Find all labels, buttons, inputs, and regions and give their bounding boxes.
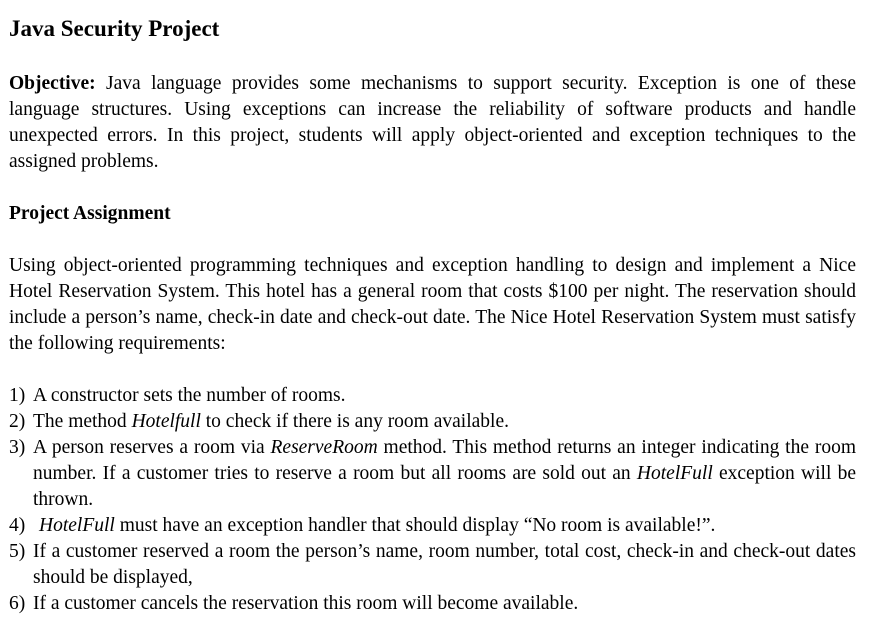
requirement-number: 5) xyxy=(9,541,26,562)
requirement-number: 1) xyxy=(9,385,26,406)
requirement-text-pre: The method xyxy=(33,411,132,432)
objective-paragraph xyxy=(9,71,856,175)
requirement-text-post: to check if there is any room available. xyxy=(200,411,509,432)
requirement-item xyxy=(9,435,856,513)
requirement-text-pre: A person reserves a room via xyxy=(33,437,271,458)
exception-name: HotelFull xyxy=(636,463,713,484)
requirement-number: 3) xyxy=(9,437,26,458)
assignment-heading: Project Assignment xyxy=(9,203,171,224)
page-title: Java Security Project xyxy=(9,16,220,41)
requirements-list xyxy=(9,383,856,617)
requirement-number: 4) xyxy=(9,515,26,536)
requirement-item xyxy=(9,409,856,435)
requirement-text-post: exception will be thrown. xyxy=(33,463,857,510)
requirement-text-mid: method. This method returns an integer indicating the room number. If a customer tries to reserve a room but all rooms are sold out an xyxy=(33,437,856,484)
method-name: ReserveRoom xyxy=(270,437,378,458)
requirement-item xyxy=(9,383,856,409)
requirement-number: 2) xyxy=(9,411,26,432)
requirement-text-post: must have an exception handler that should display “No room is available!”. xyxy=(114,515,716,536)
requirement-text: A constructor sets the number of rooms. xyxy=(33,385,346,406)
exception-name: HotelFull xyxy=(39,515,115,536)
requirement-item xyxy=(9,591,856,617)
assignment-intro: Using object-oriented programming techniques and exception handling to design and implement a Nice Hotel Reservation System. This hotel has a general room that costs $100 per night. The reservation should include a person’s name, check-in date and check-out date. The Nice Hotel Reservation System must satisfy the following requirements: xyxy=(9,255,856,354)
requirement-number: 6) xyxy=(9,593,26,614)
requirement-item xyxy=(9,513,856,539)
method-name: Hotelfull xyxy=(131,411,201,432)
objective-label: Objective: xyxy=(9,73,96,94)
requirement-item xyxy=(9,539,856,591)
requirement-text: If a customer cancels the reservation this room will become available. xyxy=(33,593,579,614)
objective-text: Java language provides some mechanisms to support security. Exception is one of these language structures. Using exceptions can increase the reliability of software products and handle unexpected errors. In this project, students will apply object-oriented and exception techniques to the assigned problems. xyxy=(9,73,856,172)
requirement-text: If a customer reserved a room the person’s name, room number, total cost, check-in and check-out dates should be displayed, xyxy=(33,541,856,588)
